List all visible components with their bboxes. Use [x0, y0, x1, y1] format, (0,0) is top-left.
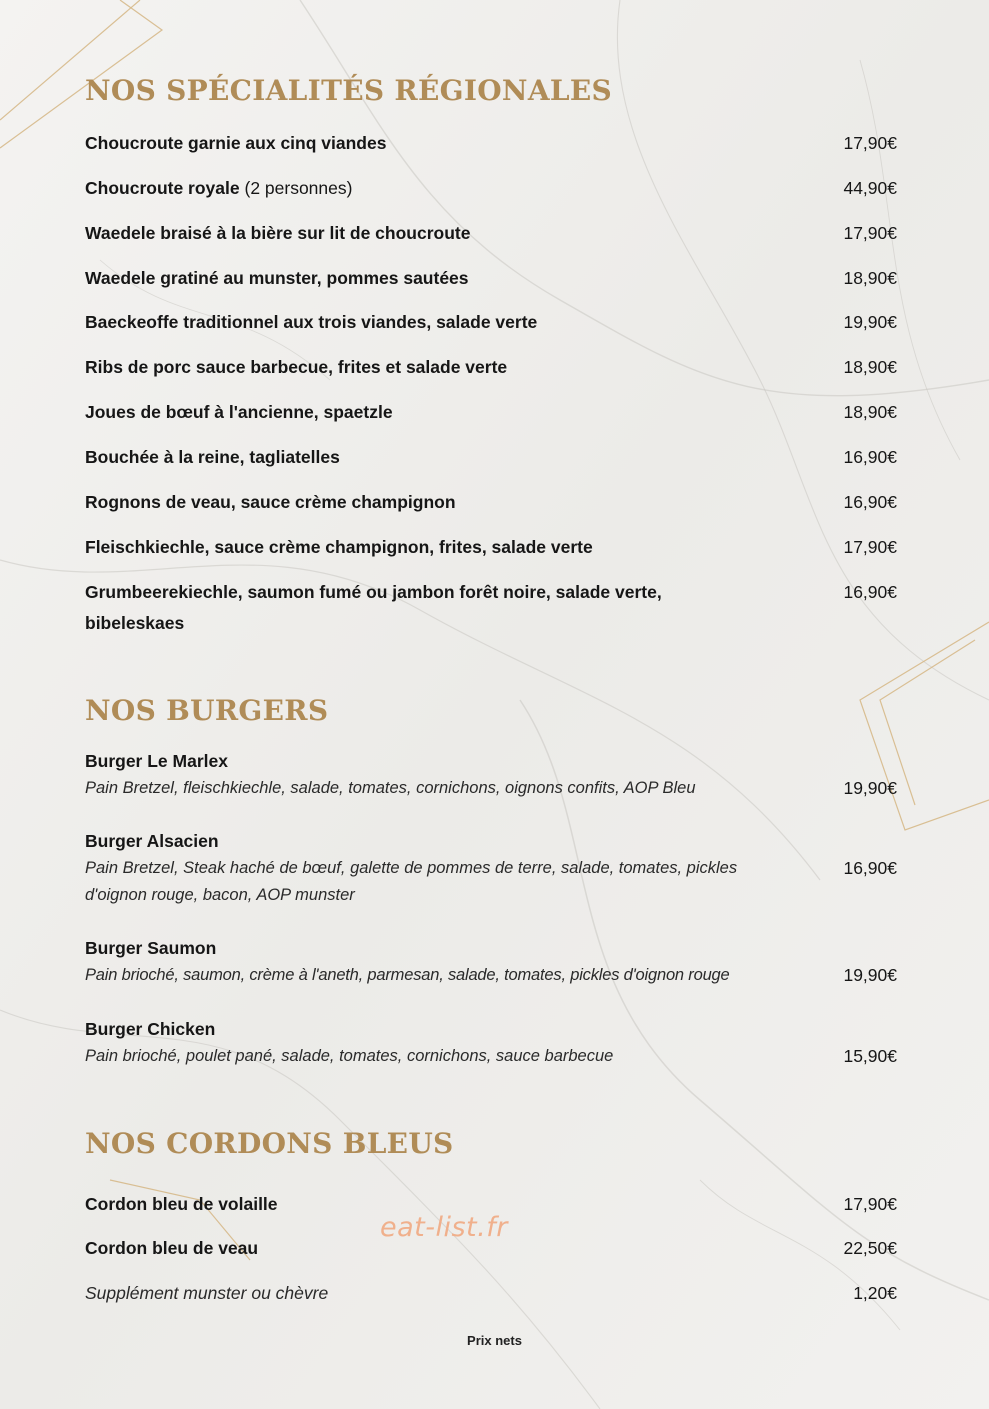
menu-item	[85, 748, 897, 802]
section-title-burgers: NOS BURGERS	[85, 694, 329, 727]
watermark: eat-list.fr	[380, 1212, 508, 1243]
item-price: 15,90€	[843, 1046, 897, 1066]
item-price: 17,90€	[843, 223, 897, 243]
menu-item	[85, 173, 897, 204]
menu-item	[85, 397, 897, 428]
item-name: Choucroute royale	[85, 178, 240, 198]
menu-item	[85, 828, 897, 909]
item-description: Pain Bretzel, fleischkiechle, salade, tomates, cornichons, oignons confits, AOP Bleu	[85, 779, 696, 797]
item-name: Waedele gratiné au munster, pommes sautées	[85, 268, 469, 288]
item-price: 1,20€	[853, 1283, 897, 1303]
item-name: Burger Le Marlex	[85, 751, 228, 771]
item-price: 16,90€	[843, 858, 897, 878]
item-name: Waedele braisé à la bière sur lit de choucroute	[85, 223, 471, 243]
section-title-regional: NOS SPÉCIALITÉS RÉGIONALES	[85, 74, 612, 107]
footer-note: Prix nets	[467, 1333, 522, 1348]
item-price: 44,90€	[843, 178, 897, 198]
item-name-wrap	[85, 173, 785, 204]
item-price: 17,90€	[843, 537, 897, 557]
item-name: Cordon bleu de veau	[85, 1238, 259, 1258]
item-description: Pain Bretzel, Steak haché de bœuf, galette de pommes de terre, salade, tomates, pickles d'oignon rouge, bacon, AOP munster	[85, 859, 738, 904]
item-name: Rognons de veau, sauce crème champignon	[85, 492, 456, 512]
item-name: Choucroute garnie aux cinq viandes	[85, 133, 387, 153]
item-price: 19,90€	[843, 965, 897, 985]
item-name: Fleischkiechle, sauce crème champignon, frites, salade verte	[85, 537, 593, 557]
section-title-cordons-bleus: NOS CORDONS BLEUS	[85, 1127, 454, 1160]
item-price: 16,90€	[843, 447, 897, 467]
item-price: 22,50€	[843, 1238, 897, 1258]
menu-item	[85, 218, 897, 249]
menu-item	[85, 1016, 897, 1070]
item-name: Bouchée à la reine, tagliatelles	[85, 447, 340, 467]
item-price: 19,90€	[843, 312, 897, 332]
item-name: Joues de bœuf à l'ancienne, spaetzle	[85, 402, 393, 422]
menu-item	[85, 352, 897, 383]
item-name: Ribs de porc sauce barbecue, frites et salade verte	[85, 357, 508, 377]
menu-item	[85, 487, 897, 518]
menu-item	[85, 263, 897, 294]
item-description: Pain brioché, poulet pané, salade, tomates, cornichons, sauce barbecue	[85, 1047, 614, 1065]
item-price: 18,90€	[843, 268, 897, 288]
item-name: Burger Saumon	[85, 938, 217, 958]
item-note: (2 personnes)	[239, 178, 353, 198]
item-price: 16,90€	[843, 492, 897, 512]
item-name: Burger Chicken	[85, 1019, 216, 1039]
item-name: Baeckeoffe traditionnel aux trois viandes, salade verte	[85, 312, 538, 332]
item-name: Supplément munster ou chèvre	[85, 1283, 329, 1303]
menu-item	[85, 1278, 897, 1309]
item-name: Grumbeerekiechle, saumon fumé ou jambon forêt noire, salade verte, bibeleskaes	[85, 582, 662, 633]
menu-item	[85, 532, 897, 563]
item-price: 16,90€	[843, 582, 897, 602]
item-price: 17,90€	[843, 133, 897, 153]
item-description: Pain brioché, saumon, crème à l'aneth, parmesan, salade, tomates, pickles d'oignon rouge	[85, 966, 730, 984]
item-name: Cordon bleu de volaille	[85, 1194, 278, 1214]
menu-item	[85, 128, 897, 159]
menu-item	[85, 577, 897, 639]
menu-item	[85, 935, 897, 989]
item-price: 18,90€	[843, 402, 897, 422]
item-price: 18,90€	[843, 357, 897, 377]
item-price: 17,90€	[843, 1194, 897, 1214]
item-name: Burger Alsacien	[85, 831, 219, 851]
menu-item	[85, 307, 897, 338]
menu-item	[85, 442, 897, 473]
item-price: 19,90€	[843, 778, 897, 798]
